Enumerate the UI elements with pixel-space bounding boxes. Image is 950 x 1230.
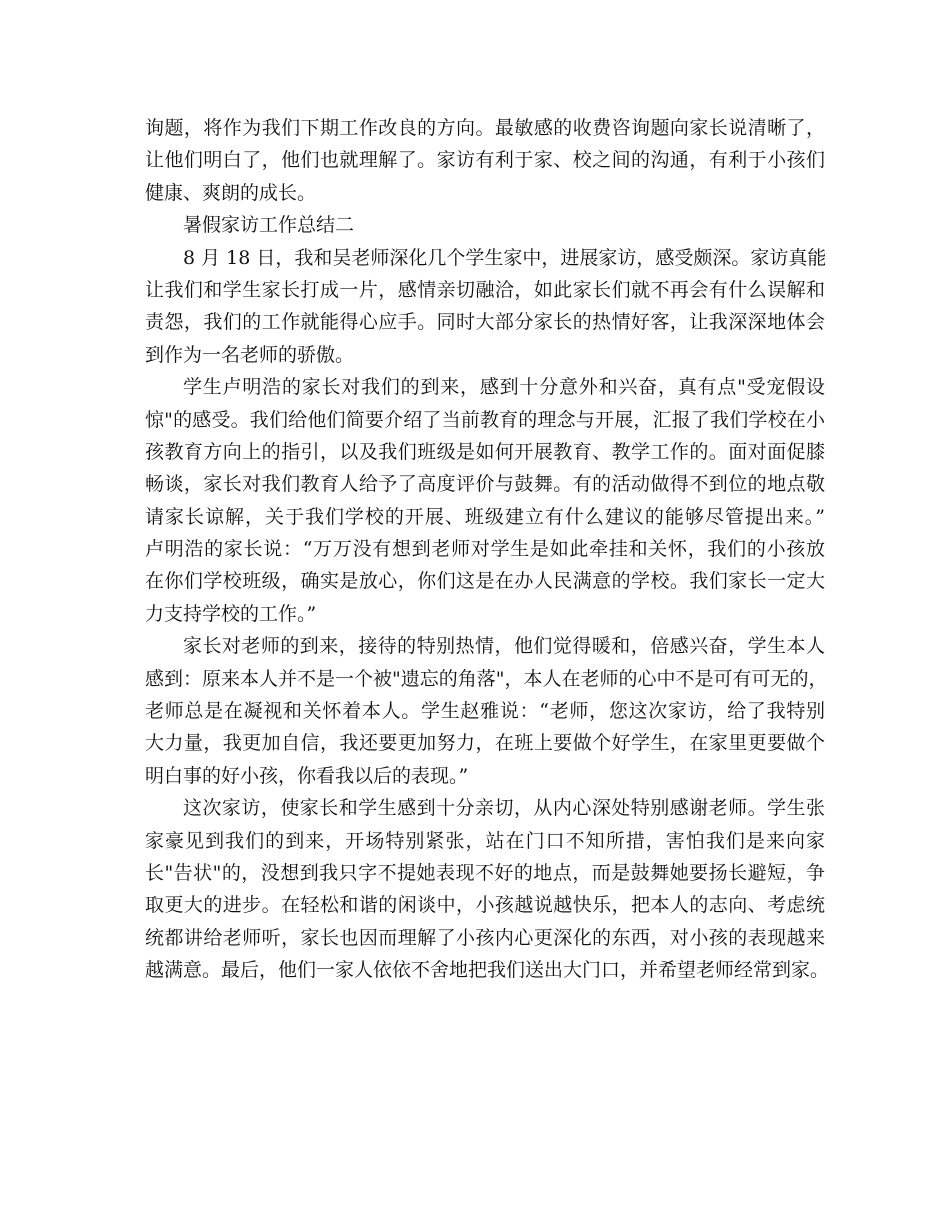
text-line: 力支持学校的工作。” bbox=[145, 602, 317, 625]
text-line: 询题，将作为我们下期工作改良的方向。最敏感的收费咨询题向家长说清晰了， bbox=[145, 117, 825, 139]
text-line: 长"告状"的，没想到我只字不提她表现不好的地点，而是鼓舞她要扬长避短，争 bbox=[145, 861, 825, 884]
text-line: 8 月 18 日，我和吴老师深化几个学生家中，进展家访，感受颇深。家访真能 bbox=[183, 246, 827, 269]
text-line: 责怨，我们的工作就能得心应手。同时大部分家长的热情好客，让我深深地体会 bbox=[145, 311, 825, 334]
text-line: 感到：原来本人并不是一个被"遗忘的角落"，本人在老师的心中不是可有可无的， bbox=[145, 667, 828, 690]
text-line: 孩教育方向上的指引，以及我们班级是如何开展教育、教学工作的。面对面促膝 bbox=[145, 440, 825, 463]
text-line: 在你们学校班级，确实是放心，你们这是在办人民满意的学校。我们家长一定大 bbox=[145, 570, 825, 593]
text-line: 卢明浩的家长说：“万万没有想到老师对学生是如此牵挂和关怀，我们的小孩放 bbox=[145, 538, 825, 561]
text-line: 取更大的进步。在轻松和谐的闲谈中，小孩越说越快乐，把本人的志向、考虑统 bbox=[145, 894, 825, 917]
text-line: 统都讲给老师听，家长也因而理解了小孩内心更深化的东西，对小孩的表现越来 bbox=[145, 926, 825, 949]
text-line: 到作为一名老师的骄傲。 bbox=[145, 343, 355, 366]
text-line: 家长对老师的到来，接待的特别热情，他们觉得暖和，倍感兴奋，学生本人 bbox=[183, 635, 825, 658]
text-line: 学生卢明浩的家长对我们的到来，感到十分意外和兴奋，真有点"受宠假设 bbox=[183, 376, 825, 399]
text-line: 越满意。最后，他们一家人依依不舍地把我们送出大门口，并希望老师经常到家。 bbox=[145, 959, 830, 982]
text-line: 惊"的感受。我们给他们简要介绍了当前教育的理念与开展，汇报了我们学校在小 bbox=[145, 408, 825, 431]
text-line: 让他们明白了，他们也就理解了。家访有利于家、校之间的沟通，有利于小孩们 bbox=[145, 149, 825, 172]
text-line: 老师总是在凝视和关怀着本人。学生赵雅说：“老师，您这次家访，给了我特别 bbox=[145, 700, 825, 723]
text-line: 大力量，我更加自信，我还要更加努力，在班上要做个好学生，在家里更要做个 bbox=[145, 732, 825, 755]
text-line: 请家长谅解，关于我们学校的开展、班级建立有什么建议的能够尽管提出来。” bbox=[145, 505, 825, 528]
section-heading: 暑假家访工作总结二 bbox=[183, 214, 355, 237]
text-line: 健康、爽朗的成长。 bbox=[145, 181, 317, 204]
text-line: 让我们和学生家长打成一片，感情亲切融洽，如此家长们就不再会有什么误解和 bbox=[145, 278, 825, 301]
text-line: 畅谈，家长对我们教育人给予了高度评价与鼓舞。有的活动做得不到位的地点敬 bbox=[145, 473, 825, 496]
text-line: 这次家访，使家长和学生感到十分亲切，从内心深处特别感谢老师。学生张 bbox=[183, 797, 825, 820]
text-line: 家豪见到我们的到来，开场特别紧张，站在门口不知所措，害怕我们是来向家 bbox=[145, 829, 825, 852]
document-body bbox=[145, 112, 830, 987]
text-line: 明白事的好小孩，你看我以后的表现。” bbox=[145, 764, 469, 787]
